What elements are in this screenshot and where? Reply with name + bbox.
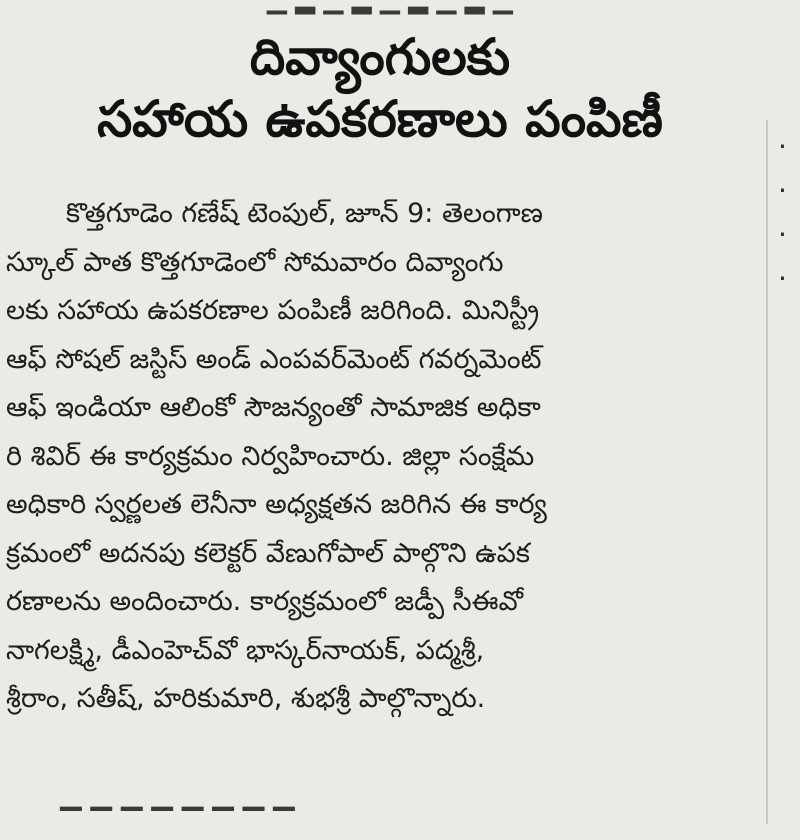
article-line: అధికారి స్వర్ణలత లెనీనా అధ్యక్షతన జరిగిన ఈ కార్య [6, 489, 547, 520]
article-line: రణాలను అందించారు. కార్యక్రమంలో జడ్పీ సీఈవో [6, 586, 523, 617]
article-line: శ్రీరాం, సతీష్, హరికుమారి, శుభశ్రీ పాల్గొన్నారు. [6, 683, 486, 714]
article-line: స్కూల్ పాత కొత్తగూడెంలో సోమవారం దివ్యాంగు [6, 246, 504, 278]
fragment-glyph: · [778, 262, 787, 295]
article-line: నాగలక్ష్మి, డీఎంహెచ్‌వో భాస్కర్‌నాయక్, పద్మశ్రీ, [6, 634, 485, 666]
article-line: రి శివిర్ ఈ కార్యక్రమం నిర్వహించారు. జిల్లా సంక్షేమ [6, 440, 535, 472]
article-line: కొత్తగూడెం గణేష్ టెంపుల్, జూన్ 9: తెలంగాణ [66, 198, 543, 229]
adjacent-column-fragment [778, 130, 800, 306]
article-line: ఆఫ్ సోషల్ జస్టిస్ అండ్ ఎంపవర్‌మెంట్ గవర్నమెంట్ [6, 343, 542, 375]
fragment-glyph: · [778, 130, 787, 163]
fragment-glyph: · [778, 174, 787, 207]
headline-line-1: దివ్యాంగులకు [249, 28, 511, 86]
headline-line-2: సహాయ ఉపకరణాలు పంపిణీ [97, 90, 663, 148]
fragment-glyph: · [778, 218, 787, 251]
article-line: క్రమంలో అదనపు కలెక్టర్ వేణుగోపాల్ పాల్గొని ఉపక [6, 537, 530, 569]
clipped-next-headline: ▔ ▔ ▔ ▔ ▔ ▔ ▔ ▔ [60, 807, 295, 840]
article-line: ఆఫ్ ఇండియా ఆలింకో సౌజన్యంతో సామాజిక అధికా [6, 392, 541, 423]
column-divider [766, 120, 768, 824]
article-headline [20, 26, 740, 150]
clipped-previous-headline: ▁ ▂ ▁ ▂ ▁ ▂ ▁ ▂ ▁ [266, 0, 514, 15]
article-line: లకు సహాయ ఉపకరణాల పంపిణీ జరిగింది. మినిస్ట్రీ [6, 295, 540, 326]
article-body [6, 190, 748, 724]
